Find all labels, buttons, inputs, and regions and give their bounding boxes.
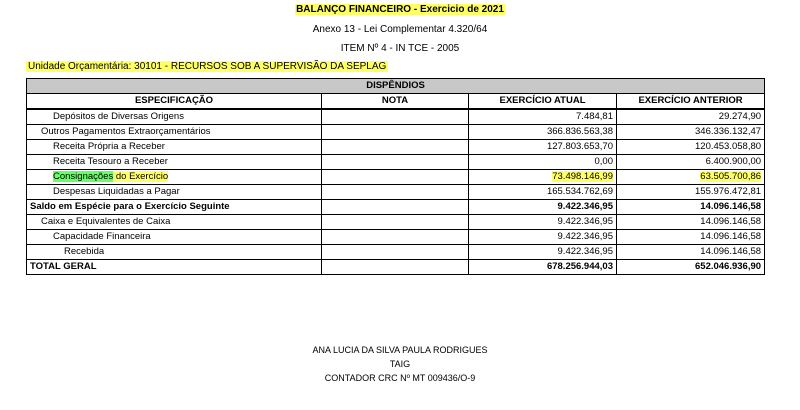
row-value-atual: 9.422.346,95 [469,230,617,245]
row-nota [322,185,469,200]
expenditure-table [26,78,765,275]
row-value-anterior: 14.096.146,58 [617,200,765,215]
row-value-atual: 9.422.346,95 [469,245,617,260]
row-nota [322,109,469,125]
row-value-anterior: 6.400.900,00 [617,155,765,170]
row-value-anterior: 63.505.700,86 [617,170,765,185]
row-label: Receita Própria a Receber [27,140,322,155]
row-label: Capacidade Financeira [27,230,322,245]
signature-block [0,343,800,385]
row-value-anterior: 155.976.472,81 [617,185,765,200]
row-value-anterior: 14.096.146,58 [617,230,765,245]
column-header-nota: NOTA [322,94,469,110]
total-nota [322,260,469,275]
row-nota [322,230,469,245]
row-nota [322,245,469,260]
row-label: Caixa e Equivalentes de Caixa [27,215,322,230]
row-value-atual: 127.803.653,70 [469,140,617,155]
table-row [27,230,765,245]
table-row [27,140,765,155]
item-subtitle: ITEM Nº 4 - IN TCE - 2005 [340,43,460,54]
row-label: Saldo em Espécie para o Exercício Seguinte [27,200,322,215]
highlighted-term: Consignações [53,171,114,182]
total-value-anterior: 652.046.936,90 [617,260,765,275]
table-row-highlighted [27,170,765,185]
table-row-subtotal [27,200,765,215]
annex-subtitle: Anexo 13 - Lei Complementar 4.320/64 [312,24,488,35]
table-row [27,109,765,125]
row-value-atual: 366.836.563,38 [469,125,617,140]
total-value-atual: 678.256.944,03 [469,260,617,275]
row-label [27,170,322,185]
row-value-anterior: 14.096.146,58 [617,245,765,260]
column-header-especificacao: ESPECIFICAÇÃO [27,94,322,110]
total-label: TOTAL GERAL [27,260,322,275]
column-header-exercicio-anterior: EXERCÍCIO ANTERIOR [617,94,765,110]
row-nota [322,140,469,155]
row-nota [322,200,469,215]
signatory-role: CONTADOR CRC Nº MT 009436/O-9 [324,373,476,383]
row-label: Recebida [27,245,322,260]
table-row [27,155,765,170]
row-value-anterior: 346.336.132,47 [617,125,765,140]
row-label: Despesas Liquidadas a Pagar [27,185,322,200]
row-label: Receita Tesouro a Receber [27,155,322,170]
table-band-header: DISPÊNDIOS [27,79,765,94]
signatory-name: ANA LUCIA DA SILVA PAULA RODRIGUES [312,345,488,355]
row-label: Depósitos de Diversas Origens [27,109,322,125]
row-nota [322,170,469,185]
row-label: Outros Pagamentos Extraorçamentários [27,125,322,140]
table-row [27,125,765,140]
highlighted-term-rest: do Exercício [113,171,169,182]
row-nota [322,125,469,140]
budget-unit-label: Unidade Orçamentária: 30101 - RECURSOS SOB A SUPERVISÃO DA SEPLAG [28,61,387,72]
table-row [27,185,765,200]
row-nota [322,155,469,170]
report-title: BALANÇO FINANCEIRO - Exercicio de 2021 [296,4,504,15]
row-value-atual: 9.422.346,95 [469,200,617,215]
row-value-atual: 0,00 [469,155,617,170]
row-value-anterior: 14.096.146,58 [617,215,765,230]
table-row-total [27,260,765,275]
column-header-exercicio-atual: EXERCÍCIO ATUAL [469,94,617,110]
table-row [27,245,765,260]
row-value-atual: 9.422.346,95 [469,215,617,230]
row-value-anterior: 120.453.058,80 [617,140,765,155]
signatory-org: TAIG [389,359,411,369]
row-nota [322,215,469,230]
row-value-anterior: 29.274,90 [617,109,765,125]
row-value-atual: 73.498.146,99 [469,170,617,185]
row-value-atual: 7.484,81 [469,109,617,125]
table-row [27,215,765,230]
row-value-atual: 165.534.762,69 [469,185,617,200]
